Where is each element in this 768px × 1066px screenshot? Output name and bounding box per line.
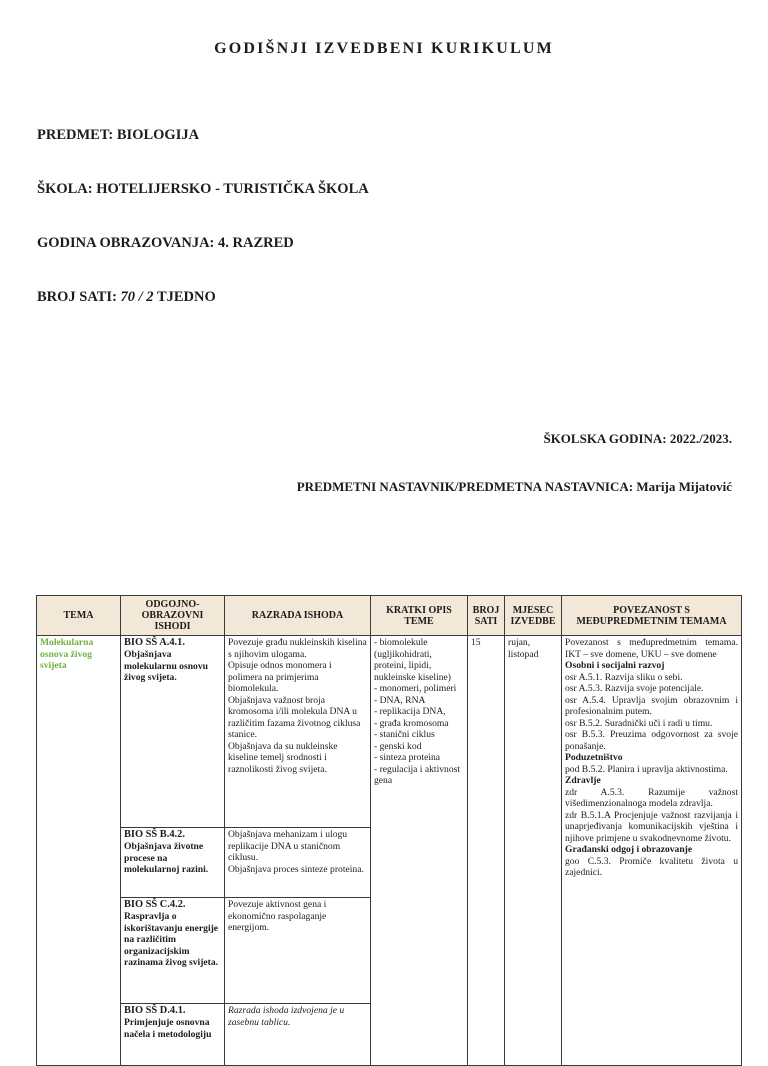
povezanost-item: pod B.5.2. Planira i upravlja aktivnostima.: [565, 763, 728, 775]
razrada-line: Objašnjava važnost broja kromosoma i/ili molekula DNA u različitim fazama životnog ciklusa stanice.: [228, 694, 361, 740]
povezanost-heading: Poduzetništvo: [565, 752, 623, 763]
povezanost-heading: Osobni i socijalni razvoj: [565, 660, 665, 671]
razrada-line: Objašnjava mehanizam i ulogu replikacije DNA u staničnom ciklusu.: [228, 829, 348, 863]
opis-cell: [371, 636, 468, 1066]
ishod-text: Objašnjava molekularnu osnovu živog svijeta.: [124, 649, 208, 684]
razrada-cell: [225, 898, 371, 1004]
ishod-cell: [121, 636, 225, 828]
mjesec-cell: rujan, listopad: [505, 636, 562, 1066]
godina-value: 4. RAZRED: [218, 235, 294, 251]
header-razrada: RAZRADA ISHODA: [225, 596, 371, 636]
header-sati: BROJ SATI: [468, 596, 505, 636]
ishod-cell: [121, 828, 225, 898]
header-ishodi: ODGOJNO-OBRAZOVNI ISHODI: [121, 596, 225, 636]
header-opis: KRATKI OPIS TEME: [371, 596, 468, 636]
povezanost-item: osr B.5.2. Suradnički uči i radi u timu.: [565, 717, 713, 729]
tema-cell: Molekularna osnova živog svijeta: [37, 636, 121, 1066]
ishod-code: BIO SŠ C.4.2.: [124, 899, 186, 910]
opis-line: - replikacija DNA,: [374, 706, 446, 717]
razrada-cell: [225, 1004, 371, 1066]
povezanost-item: osr B.5.3. Preuzima odgovornost za svoje ponašanje.: [565, 729, 738, 752]
razrada-line: Povezuje građu nukleinskih kiselina s njihovim ulogama.: [228, 637, 367, 660]
table-row: [37, 636, 742, 828]
opis-line: - genski kod: [374, 740, 422, 752]
ishod-text: Primjenjuje osnovna načela i metodologiju: [124, 1017, 212, 1040]
opis-line: - biomolekule (ugljikohidrati, proteini, lipidi, nukleinske kiseline): [374, 637, 451, 683]
sati-cell: 15: [468, 636, 505, 1066]
povezanost-intro: Povezanost s međupredmetnim temama. IKT – sve domene, UKU – sve domene: [565, 637, 738, 660]
opis-line: - građa kromosoma: [374, 717, 449, 729]
skolska-godina: ŠKOLSKA GODINA: 2022./2023.: [543, 431, 732, 446]
povezanost-item: zdr A.5.3. Razumije važnost višedimenzionalnoga modela zdravlja.: [565, 786, 738, 809]
razrada-cell: [225, 828, 371, 898]
sati-value: 70 / 2: [120, 289, 154, 305]
ishod-code: BIO SŠ B.4.2.: [124, 829, 185, 840]
povezanost-cell: [562, 636, 742, 1066]
skola-value: HOTELIJERSKO - TURISTIČKA ŠKOLA: [96, 181, 369, 197]
document-title: GODIŠNJI IZVEDBENI KURIKULUM: [214, 40, 554, 57]
ishod-text: Objašnjava životne procese na molekularnoj razini.: [124, 841, 209, 876]
razrada-line: Objašnjava proces sinteze proteina.: [228, 863, 364, 875]
opis-line: - sinteza proteina: [374, 752, 441, 763]
povezanost-item: osr A.5.3. Razvija svoje potencijale.: [565, 683, 704, 694]
curriculum-table: [36, 595, 742, 1066]
ishod-code: BIO SŠ A.4.1.: [124, 637, 185, 648]
ishod-cell: [121, 898, 225, 1004]
table-header-row: [37, 596, 742, 636]
ishod-code: BIO SŠ D.4.1.: [124, 1005, 186, 1016]
header-tema: TEMA: [37, 596, 121, 636]
povezanost-item: osr A.5.4. Upravlja svojim obrazovnim i profesionalnim putem.: [565, 694, 738, 717]
godina-line: [37, 235, 294, 252]
header-mjesec: MJESEC IZVEDBE: [505, 596, 562, 636]
skola-label: ŠKOLA:: [37, 181, 93, 197]
nastavnik-line: PREDMETNI NASTAVNIK/PREDMETNA NASTAVNICA: Marija Mijatović: [296, 479, 732, 494]
povezanost-item: osr A.5.1. Razvija sliku o sebi.: [565, 671, 683, 683]
razrada-line: Objašnjava da su nukleinske kiseline temelj srodnosti i raznolikosti živog svijeta.: [228, 740, 338, 775]
povezanost-heading: Zdravlje: [565, 775, 601, 786]
ishod-cell: [121, 1004, 225, 1066]
opis-line: - stanični ciklus: [374, 729, 435, 740]
ishod-text: Raspravlja o iskorištavanju energije na različitim organizacijskim razinama živog svijeta.: [124, 911, 219, 969]
sati-suffix: TJEDNO: [156, 289, 216, 305]
skola-line: [37, 181, 369, 198]
razrada-note: Razrada ishoda izdvojena je u zasebnu tablicu.: [228, 1005, 345, 1028]
opis-line: - DNA, RNA: [374, 694, 426, 706]
sati-line: [37, 289, 216, 306]
header-povezanost: POVEZANOST S MEĐUPREDMETNIM TEMAMA: [562, 596, 742, 636]
povezanost-item: zdr B.5.1.A Procjenjuje važnost razvijanja i unaprjeđivanja komunikacijskih vještina i njihove primjene u svakodnevnome životu.: [565, 809, 738, 844]
opis-line: - regulacija i aktivnost gena: [374, 763, 461, 786]
predmet-value: BIOLOGIJA: [116, 127, 200, 143]
predmet-label: PREDMET:: [37, 127, 114, 143]
razrada-line: Povezuje aktivnost gena i ekonomično raspolaganje energijom.: [228, 899, 327, 933]
godina-label: GODINA OBRAZOVANJA:: [37, 235, 215, 251]
predmet-line: [37, 127, 199, 144]
opis-line: - monomeri, polimeri: [374, 683, 457, 694]
sati-label: BROJ SATI:: [37, 289, 117, 305]
razrada-line: Opisuje odnos monomera i polimera na primjerima biomolekula.: [228, 660, 332, 694]
povezanost-item: goo C.5.3. Promiče kvalitetu života u zajednici.: [565, 855, 738, 878]
razrada-cell: [225, 636, 371, 828]
povezanost-heading: Građanski odgoj i obrazovanje: [565, 844, 693, 855]
